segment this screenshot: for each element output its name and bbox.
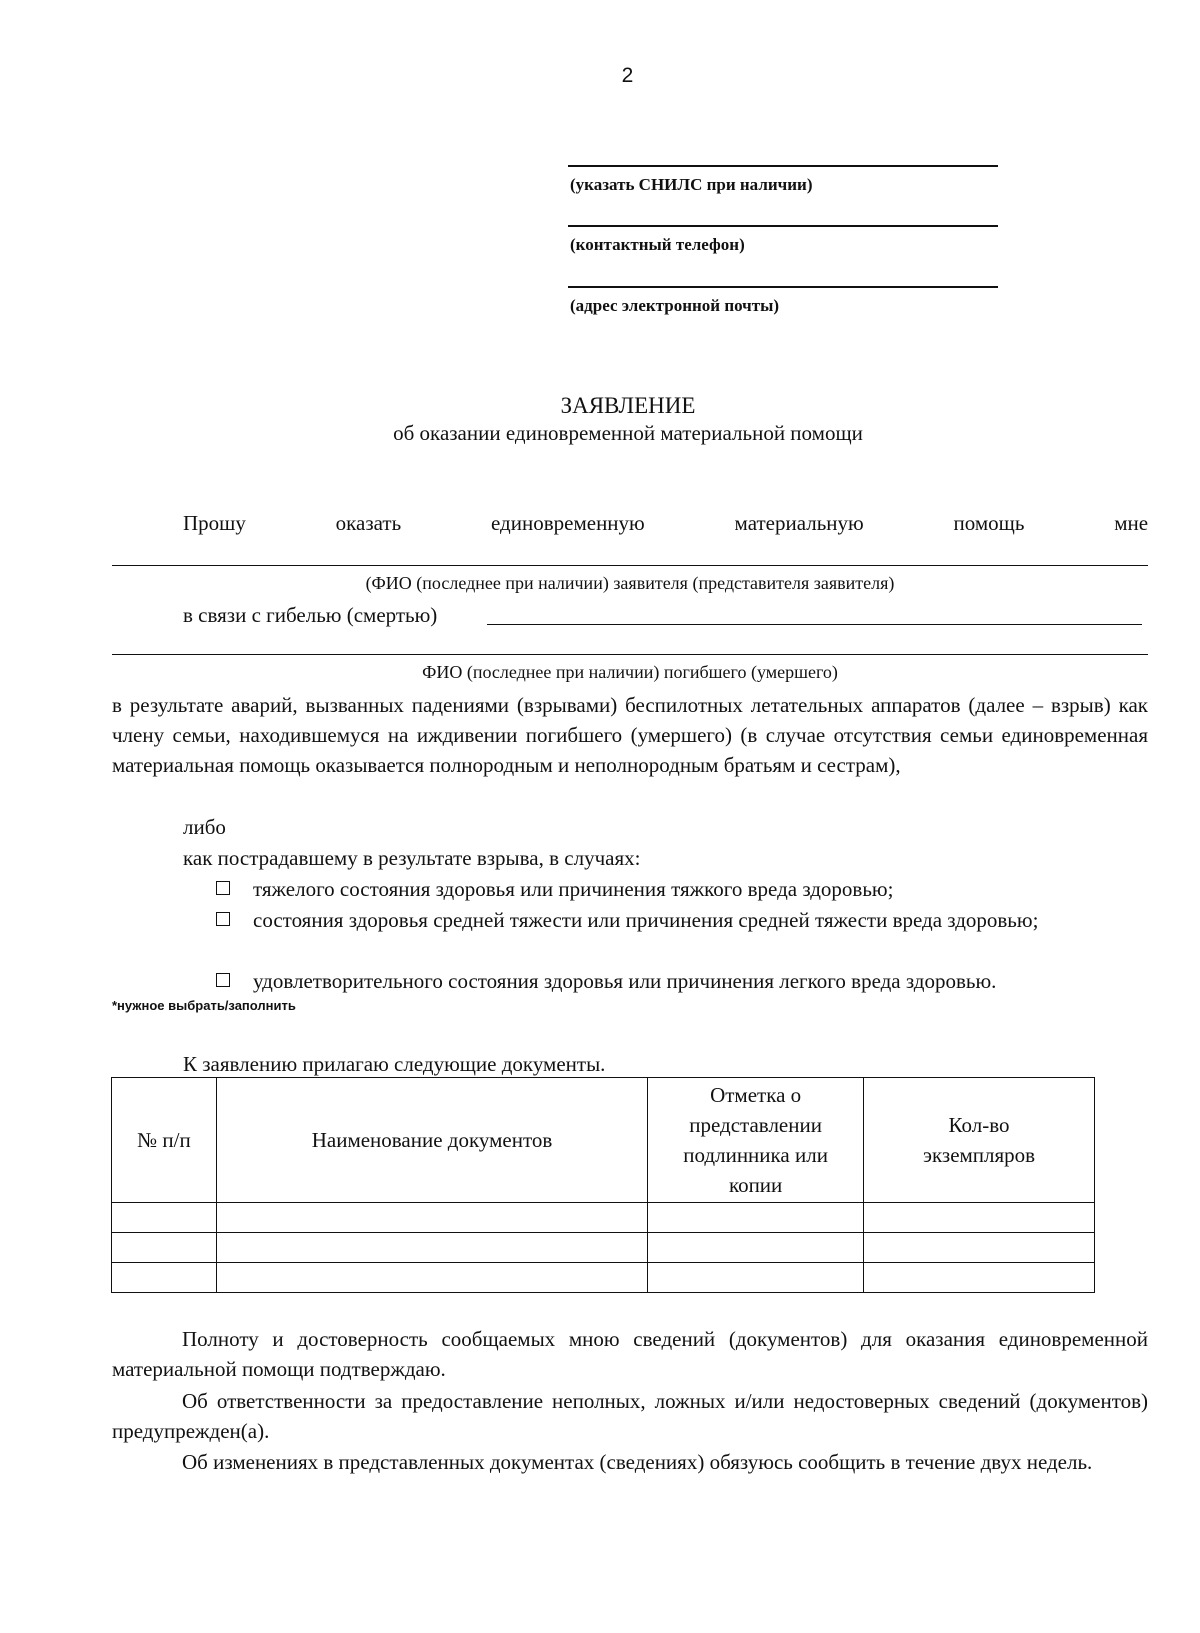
table-cell[interactable]: [112, 1233, 217, 1263]
phone-label: (контактный телефон): [570, 235, 745, 254]
option-severe-label: тяжелого состояния здоровья или причинения тяжкого вреда здоровью;: [253, 877, 894, 901]
option-moderate[interactable]: [216, 905, 230, 935]
request-word: единовременную: [491, 511, 645, 535]
request-word: оказать: [335, 511, 402, 535]
table-row[interactable]: [112, 1203, 1095, 1233]
snils-underline: [568, 165, 998, 167]
table-cell[interactable]: [864, 1233, 1095, 1263]
table-header: Наименование документов: [216, 1078, 647, 1203]
checkbox-icon[interactable]: [216, 881, 230, 895]
table-cell[interactable]: [216, 1203, 647, 1233]
option-mild-label: удовлетворительного состояния здоровья или причинения легкого вреда здоровью.: [253, 969, 997, 993]
request-word: материальную: [734, 511, 864, 535]
checkbox-icon[interactable]: [216, 912, 230, 926]
table-cell[interactable]: [864, 1263, 1095, 1293]
request-word: Прошу: [183, 511, 246, 535]
table-cell[interactable]: [112, 1263, 217, 1293]
snils-label: (указать СНИЛС при наличии): [570, 175, 813, 194]
body-paragraph: в результате аварий, вызванных падениями (взрывами) беспилотных летательных аппаратов (далее – взрыв) как члену семьи, находившемуся на иждивении погибшего (умершего) (в случае отсутствия семьи единовременная материальная помощь оказывается полнородным и неполнородным братьям и сестрам),: [112, 693, 1148, 777]
table-header: № п/п: [112, 1078, 217, 1203]
applicant-caption: (ФИО (последнее при наличии) заявителя (представителя заявителя): [365, 573, 895, 593]
table-cell[interactable]: [864, 1203, 1095, 1233]
option-moderate-label: состояния здоровья средней тяжести или причинения средней тяжести вреда здоровью;: [253, 908, 1039, 932]
table-header: Кол-во экземпляров: [864, 1078, 1095, 1203]
applicant-name-line[interactable]: [112, 565, 1148, 566]
table-cell[interactable]: [648, 1233, 864, 1263]
request-word: помощь: [953, 511, 1025, 535]
request-word: мне: [1114, 511, 1149, 535]
table-header-row: [112, 1078, 1095, 1203]
document-title: ЗАЯВЛЕНИЕ: [560, 393, 696, 418]
table-row[interactable]: [112, 1233, 1095, 1263]
table-cell[interactable]: [112, 1203, 217, 1233]
table-cell[interactable]: [648, 1263, 864, 1293]
option-severe[interactable]: [216, 874, 230, 904]
page-number: 2: [621, 64, 634, 87]
table-cell[interactable]: [216, 1233, 647, 1263]
email-label: (адрес электронной почты): [570, 296, 780, 315]
death-underline[interactable]: [487, 624, 1142, 625]
injured-text: как пострадавшему в результате взрыва, в случаях:: [183, 846, 641, 870]
table-cell[interactable]: [648, 1203, 864, 1233]
option-mild[interactable]: [216, 966, 230, 996]
attachments-intro: К заявлению прилагаю следующие документы.: [183, 1052, 606, 1076]
request-line: [183, 508, 1148, 538]
either-text: либо: [183, 815, 226, 839]
document-subtitle: об оказании единовременной материальной помощи: [393, 421, 863, 445]
table-header: Отметка о представлении подлинника или копии: [648, 1078, 864, 1203]
deceased-caption: ФИО (последнее при наличии) погибшего (умершего): [422, 662, 838, 682]
table-row[interactable]: [112, 1263, 1095, 1293]
statement-accuracy: Полноту и достоверность сообщаемых мною сведений (документов) для оказания единовременной материальной помощи подтверждаю.: [112, 1327, 1148, 1381]
email-underline: [568, 286, 998, 288]
checkbox-icon[interactable]: [216, 973, 230, 987]
documents-table: [111, 1077, 1095, 1293]
phone-underline: [568, 225, 998, 227]
death-prefix: в связи с гибелью (смертью): [183, 603, 438, 627]
deceased-name-line[interactable]: [112, 654, 1148, 655]
footnote: *нужное выбрать/заполнить: [112, 998, 296, 1013]
table-cell[interactable]: [216, 1263, 647, 1293]
statement-responsibility: Об ответственности за предоставление неполных, ложных и/или недостоверных сведений (документов) предупрежден(а).: [112, 1389, 1148, 1443]
statement-changes: Об изменениях в представленных документах (сведениях) обязуюсь сообщить в течение двух недель.: [182, 1450, 1093, 1474]
